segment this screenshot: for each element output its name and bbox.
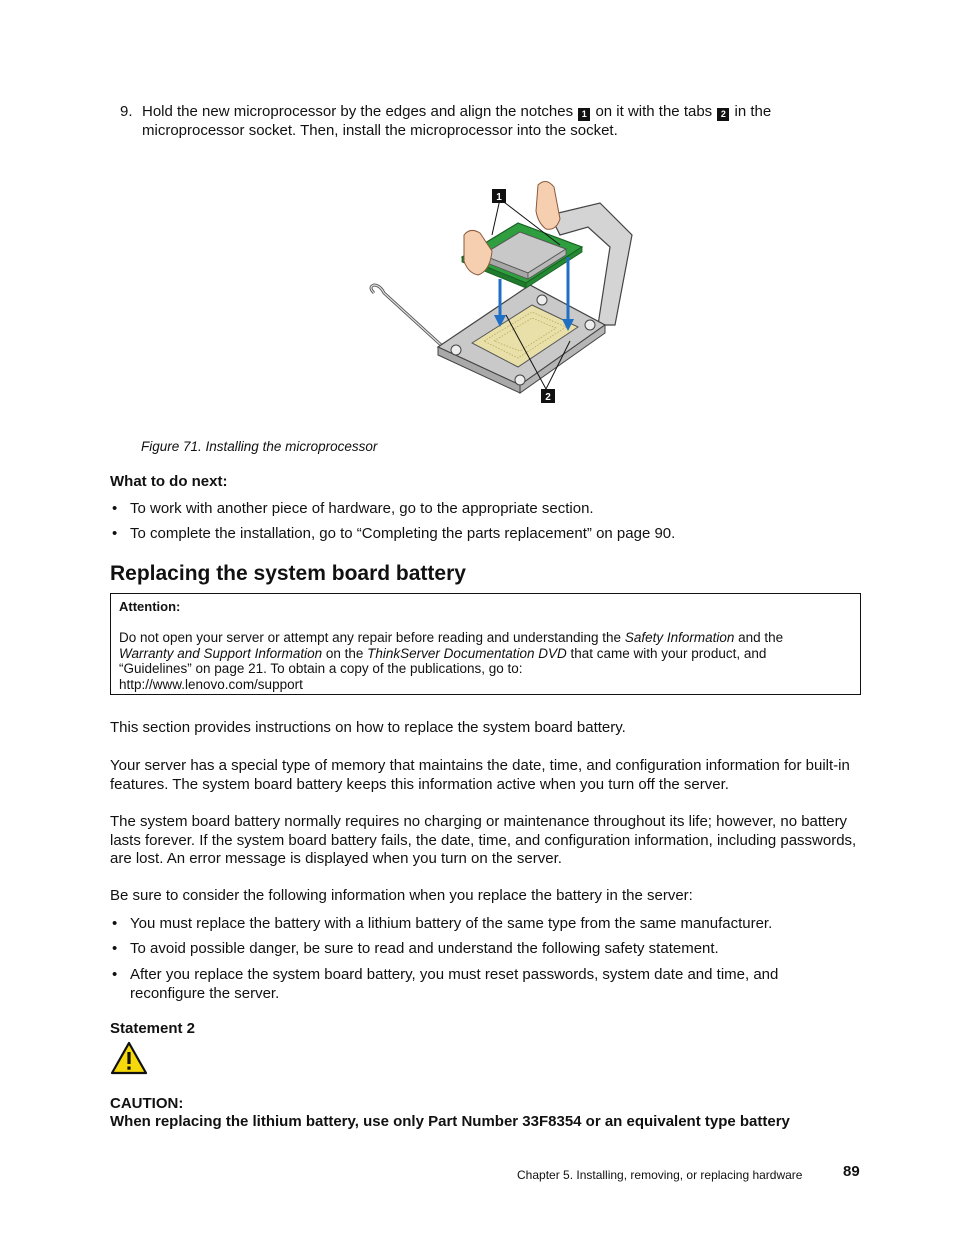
- attention-body: [119, 630, 839, 692]
- step-text-part1: Hold the new microprocessor by the edges and align the notches: [142, 103, 574, 120]
- bullet-dot: •: [112, 525, 118, 542]
- figure-callout-2-label: 2: [545, 392, 551, 403]
- attention-heading: Attention:: [119, 599, 181, 614]
- bullet-dot: •: [112, 966, 118, 983]
- section-title: Replacing the system board battery: [110, 562, 466, 585]
- list-item-text: You must replace the battery with a lithium battery of the same type from the same manufacturer.: [130, 915, 773, 932]
- step-text-part2: on it with the tabs: [595, 103, 713, 120]
- attention-box: [110, 593, 861, 695]
- figure-microprocessor-install: [360, 175, 650, 410]
- step-text-part3: in the microprocessor socket. Then, install the microprocessor into the socket.: [142, 103, 772, 139]
- microprocessor-illustration: [360, 175, 650, 410]
- right-finger: [536, 181, 560, 229]
- figure-callout-1-label: 1: [496, 192, 502, 203]
- list-item-text: To work with another piece of hardware, go to the appropriate section.: [130, 500, 594, 517]
- bullet-dot: •: [112, 500, 118, 517]
- page-number: 89: [843, 1163, 860, 1180]
- list-item-text: To avoid possible danger, be sure to read and understand the following safety statement.: [130, 940, 719, 957]
- attention-italic-3: ThinkServer Documentation DVD: [367, 645, 567, 661]
- callout-badge-2: 2: [717, 108, 729, 121]
- paragraph-lifespan: The system board battery normally requires no charging or maintenance throughout its life; however, no battery lasts forever. If the system board battery fails, the date, time, and configuration information, including passwords, are lost. An error message is displayed when you turn on the server.: [110, 813, 857, 867]
- bullet-dot: •: [112, 940, 118, 957]
- caution-label: CAUTION:: [110, 1095, 184, 1112]
- step-text: [142, 103, 832, 140]
- attention-text-3: on the: [322, 645, 368, 661]
- what-next-heading: What to do next:: [110, 473, 228, 490]
- list-item-text: After you replace the system board battery, you must reset passwords, system date and time, and reconfigure the server.: [130, 966, 779, 1002]
- figure-caption: Figure 71. Installing the microprocessor: [141, 439, 378, 454]
- paragraph-memory: Your server has a special type of memory that maintains the date, time, and configuration information for built-in features. The system board battery keeps this information active when you turn off the server.: [110, 757, 850, 793]
- warning-triangle-icon: [110, 1040, 148, 1076]
- callout-badge-1: 1: [578, 108, 590, 121]
- attention-text-2: and the: [734, 630, 784, 645]
- list-item-text: To complete the installation, go to “Completing the parts replacement” on page 90.: [130, 525, 676, 542]
- attention-italic-1: Safety Information: [624, 630, 735, 645]
- statement-heading: Statement 2: [110, 1020, 196, 1037]
- attention-text-4: that came with your product, and “Guidelines” on page 21. To obtain a copy of the publications, go to:: [119, 645, 767, 676]
- step-number: 9.: [120, 103, 133, 120]
- bullet-dot: •: [112, 915, 118, 932]
- attention-url[interactable]: http://www.lenovo.com/support: [119, 676, 303, 692]
- paragraph-consider: Be sure to consider the following information when you replace the battery in the server:: [110, 887, 693, 904]
- attention-italic-2: Warranty and Support Information: [119, 645, 323, 661]
- caution-text: When replacing the lithium battery, use only Part Number 33F8354 or an equivalent type battery: [110, 1113, 790, 1130]
- footer-chapter: Chapter 5. Installing, removing, or replacing hardware: [517, 1168, 803, 1182]
- paragraph-intro: This section provides instructions on how to replace the system board battery.: [110, 719, 626, 736]
- attention-text-1: Do not open your server or attempt any repair before reading and understanding the: [119, 630, 625, 645]
